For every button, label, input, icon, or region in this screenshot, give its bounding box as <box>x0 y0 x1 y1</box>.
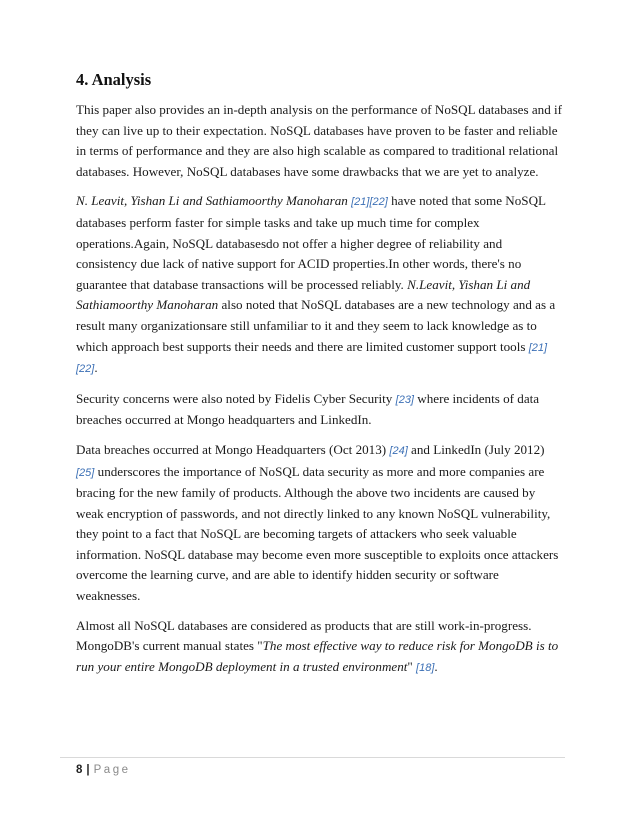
paragraph-breaches <box>76 440 566 607</box>
paragraph-security <box>76 389 566 431</box>
section-heading: 4. Analysis <box>76 70 152 89</box>
authors-citation: N.Leavit, Yishan Li and Sathiamoorthy Manoharan <box>76 276 531 313</box>
reference-link[interactable]: [18] <box>416 661 435 674</box>
paragraph-text: also noted that NoSQL databases are a new technology and as a result many organizationsare still unfamiliar to it and they seem to lack knowledge as to which approach best supports their needs and there are limited customer support tools <box>76 297 556 354</box>
paragraph-text: Almost all NoSQL databases are considered as products that are still work-in-progress. MongoDB's current manual states " <box>76 617 532 654</box>
paragraph-drawbacks <box>76 191 566 379</box>
footer-separator: | <box>86 764 90 776</box>
punctuation: . <box>94 360 98 376</box>
paragraph-text: have noted that some NoSQL databases perform faster for simple tasks and take up much time for complex operations.Again, NoSQL databasesdo not offer a higher degree of reliability and consistency due lack of native support for ACID properties.In other words, there's no guarantee that database transactions will be processed reliably. <box>76 193 546 292</box>
paragraph-work-in-progress <box>76 616 566 679</box>
paragraph-text: Security concerns were also noted by Fidelis Cyber Security <box>76 390 393 406</box>
quote-close: " <box>407 658 413 674</box>
paragraph-intro: This paper also provides an in-depth analysis on the performance of NoSQL databases and if they can live up to their expectation. NoSQL databases have proven to be faster and reliable in terms of performance and they are also high scalable as compared to traditional relational databases. However, NoSQL databases have some drawbacks that we are yet to analyze. <box>76 102 563 179</box>
paragraph-text: and LinkedIn (July 2012) <box>411 441 545 457</box>
page-label: Page <box>93 764 131 776</box>
reference-link[interactable]: [24] <box>389 444 408 457</box>
reference-link[interactable]: [21][22] <box>351 196 388 209</box>
punctuation: . <box>434 658 438 674</box>
footer-divider <box>60 757 565 758</box>
page-footer <box>76 764 130 776</box>
page-content <box>76 70 566 687</box>
reference-link[interactable]: [23] <box>395 393 414 406</box>
manual-quote: The most effective way to reduce risk for MongoDB is to run your entire MongoDB deployment in a trusted environment <box>76 638 559 674</box>
reference-link[interactable]: [21][22] <box>76 341 548 376</box>
paragraph-text: underscores the importance of NoSQL data security as more and more companies are bracing for the new family of products. Although the above two incidents are caused by weak encryption of passwords, and not directly linked to any known NoSQL vulnerability, they point to a fact that NoSQL are becoming targets of attackers who seek valuable information. NoSQL database may become even more susceptible to exploits once attackers overcome the learning curve, and are able to identify hidden security or software weaknesses. <box>76 463 559 604</box>
page-number: 8 <box>76 764 83 776</box>
reference-link[interactable]: [25] <box>76 466 95 479</box>
authors-citation: N. Leavit, Yishan Li and Sathiamoorthy Manoharan <box>76 193 348 209</box>
paragraph-text: where incidents of data breaches occurred at Mongo headquarters and LinkedIn. <box>76 390 540 428</box>
paragraph-text: Data breaches occurred at Mongo Headquarters (Oct 2013) <box>76 441 387 457</box>
